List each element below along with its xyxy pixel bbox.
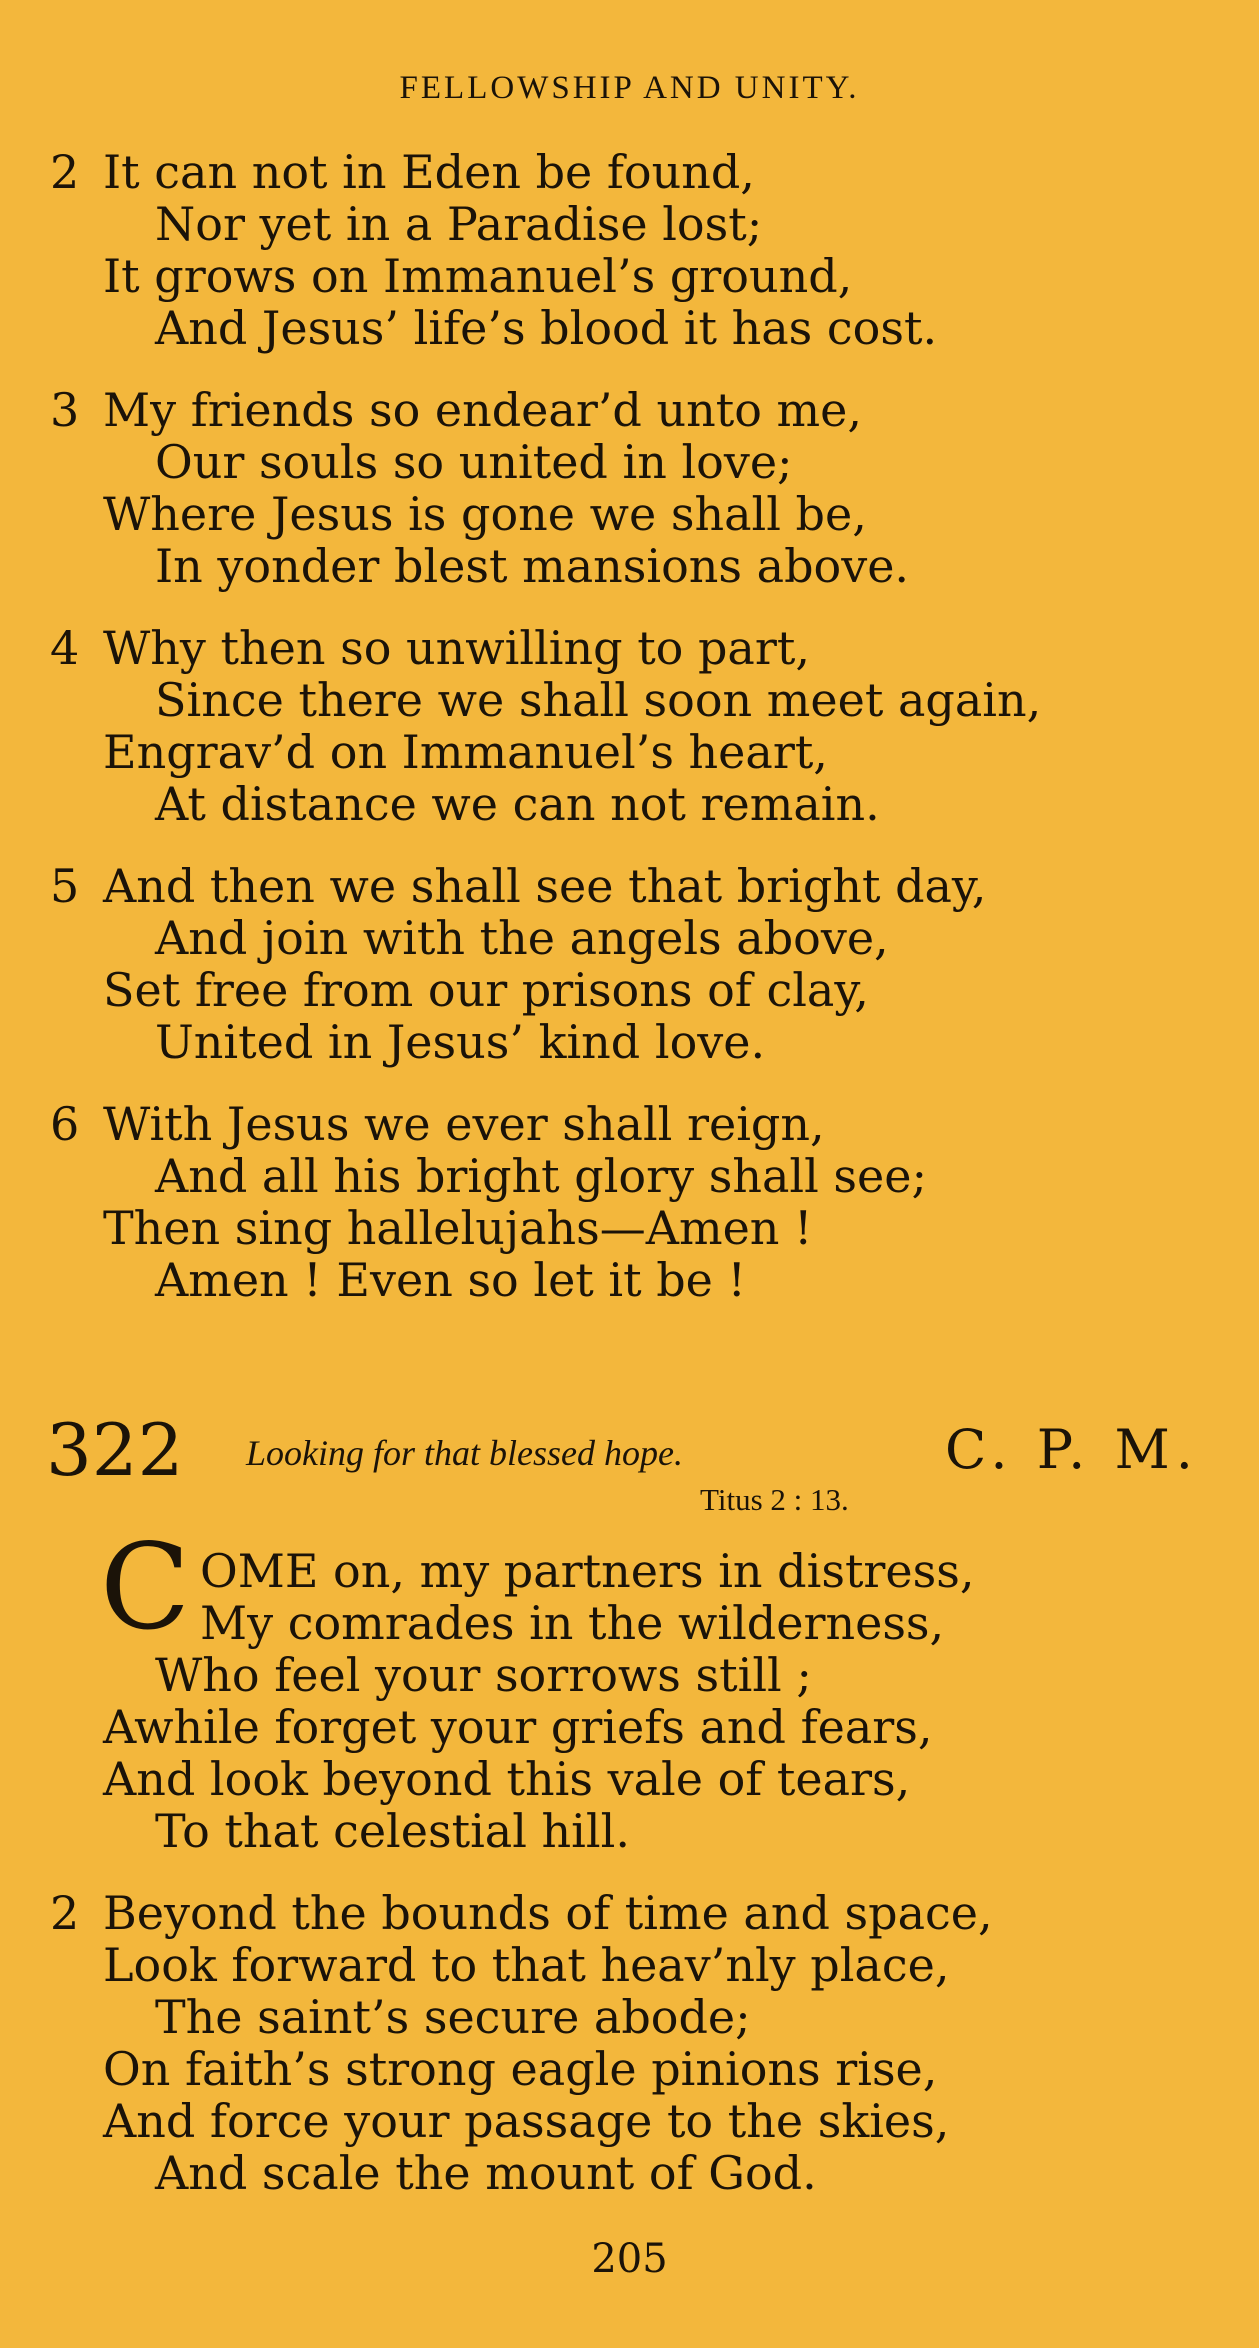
- stanza-number: 5: [50, 859, 80, 913]
- hymn-title: Looking for that blessed hope.: [246, 1433, 683, 1473]
- scripture-reference: Titus 2 : 13.: [700, 1482, 849, 1517]
- verse-line: In yonder blest mansions above.: [155, 539, 910, 593]
- verse-line: Look forward to that heav’nly place,: [103, 1938, 950, 1992]
- verse-line: Why then so unwilling to part,: [103, 621, 810, 675]
- verse-line: Awhile forget your griefs and fears,: [103, 1700, 933, 1754]
- verse-line: To that celestial hill.: [155, 1804, 630, 1858]
- verse-line: And scale the mount of God.: [155, 2146, 817, 2200]
- verse-line: At distance we can not remain.: [155, 777, 880, 831]
- verse-line: And then we shall see that bright day,: [103, 859, 987, 913]
- drop-cap: C: [100, 1518, 191, 1656]
- running-header: FELLOWSHIP AND UNITY.: [399, 70, 860, 106]
- verse-line: The saint’s secure abode;: [155, 1990, 751, 2044]
- verse-line: It grows on Immanuel’s ground,: [103, 249, 853, 303]
- verse-line: Since there we shall soon meet again,: [155, 673, 1042, 727]
- verse-line: Nor yet in a Paradise lost;: [155, 197, 763, 251]
- hymn-number: 322: [46, 1408, 184, 1492]
- verse-line: It can not in Eden be found,: [103, 145, 755, 199]
- verse-line: And look beyond this vale of tears,: [103, 1752, 911, 1806]
- verse-line: Beyond the bounds of time and space,: [103, 1886, 993, 1940]
- verse-line: Amen ! Even so let it be !: [155, 1253, 747, 1307]
- verse-line: United in Jesus’ kind love.: [155, 1015, 766, 1069]
- verse-line: And join with the angels above,: [155, 911, 889, 965]
- stanza-number: 3: [50, 383, 80, 437]
- verse-line: My comrades in the wilderness,: [200, 1596, 945, 1650]
- verse-line: Our souls so united in love;: [155, 435, 793, 489]
- verse-line: With Jesus we ever shall reign,: [103, 1097, 825, 1151]
- stanza-number: 2: [50, 145, 80, 199]
- verse-line: And all his bright glory shall see;: [155, 1149, 927, 1203]
- verse-line: OME on, my partners in distress,: [200, 1544, 975, 1598]
- hymn-meter: C. P. M.: [945, 1418, 1199, 1481]
- verse-line: And Jesus’ life’s blood it has cost.: [155, 301, 938, 355]
- verse-line: On faith’s strong eagle pinions rise,: [103, 2042, 938, 2096]
- verse-line: And force your passage to the skies,: [103, 2094, 950, 2148]
- stanza-number: 2: [50, 1886, 80, 1940]
- verse-line: Set free from our prisons of clay,: [103, 963, 869, 1017]
- verse-line: Then sing hallelujahs—Amen !: [103, 1201, 813, 1255]
- stanza-number: 6: [50, 1097, 80, 1151]
- verse-line: Who feel your sorrows still ;: [155, 1648, 812, 1702]
- verse-line: Engrav’d on Immanuel’s heart,: [103, 725, 828, 779]
- verse-line: My friends so endear’d unto me,: [103, 383, 863, 437]
- page-number: 205: [591, 2236, 668, 2282]
- verse-line: Where Jesus is gone we shall be,: [103, 487, 867, 541]
- stanza-number: 4: [50, 621, 80, 675]
